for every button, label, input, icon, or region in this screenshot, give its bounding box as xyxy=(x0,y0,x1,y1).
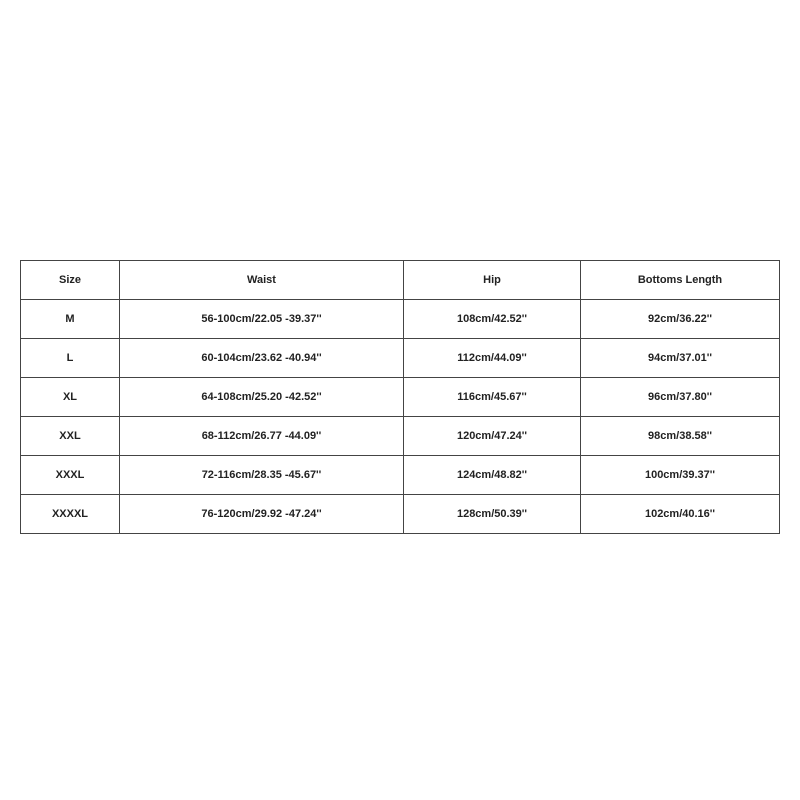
cell-waist: 60-104cm/23.62 -40.94'' xyxy=(120,339,404,378)
cell-waist: 64-108cm/25.20 -42.52'' xyxy=(120,378,404,417)
cell-size: XXXL xyxy=(21,456,120,495)
cell-bottoms-length: 92cm/36.22'' xyxy=(581,300,780,339)
cell-size: XXL xyxy=(21,417,120,456)
table-header-row xyxy=(21,261,780,300)
table-row xyxy=(21,495,780,534)
header-size: Size xyxy=(21,261,120,300)
cell-hip: 124cm/48.82'' xyxy=(404,456,581,495)
cell-hip: 108cm/42.52'' xyxy=(404,300,581,339)
cell-bottoms-length: 100cm/39.37'' xyxy=(581,456,780,495)
cell-size: XXXXL xyxy=(21,495,120,534)
cell-hip: 116cm/45.67'' xyxy=(404,378,581,417)
table-row xyxy=(21,417,780,456)
size-chart-table xyxy=(20,260,780,534)
table-row xyxy=(21,300,780,339)
cell-waist: 56-100cm/22.05 -39.37'' xyxy=(120,300,404,339)
cell-bottoms-length: 98cm/38.58'' xyxy=(581,417,780,456)
cell-waist: 76-120cm/29.92 -47.24'' xyxy=(120,495,404,534)
cell-hip: 128cm/50.39'' xyxy=(404,495,581,534)
table-row xyxy=(21,378,780,417)
header-bottoms-length: Bottoms Length xyxy=(581,261,780,300)
header-hip: Hip xyxy=(404,261,581,300)
cell-size: L xyxy=(21,339,120,378)
cell-bottoms-length: 94cm/37.01'' xyxy=(581,339,780,378)
cell-size: XL xyxy=(21,378,120,417)
table-row xyxy=(21,456,780,495)
table-row xyxy=(21,339,780,378)
cell-bottoms-length: 96cm/37.80'' xyxy=(581,378,780,417)
cell-bottoms-length: 102cm/40.16'' xyxy=(581,495,780,534)
cell-waist: 68-112cm/26.77 -44.09'' xyxy=(120,417,404,456)
cell-hip: 120cm/47.24'' xyxy=(404,417,581,456)
cell-hip: 112cm/44.09'' xyxy=(404,339,581,378)
cell-waist: 72-116cm/28.35 -45.67'' xyxy=(120,456,404,495)
header-waist: Waist xyxy=(120,261,404,300)
cell-size: M xyxy=(21,300,120,339)
